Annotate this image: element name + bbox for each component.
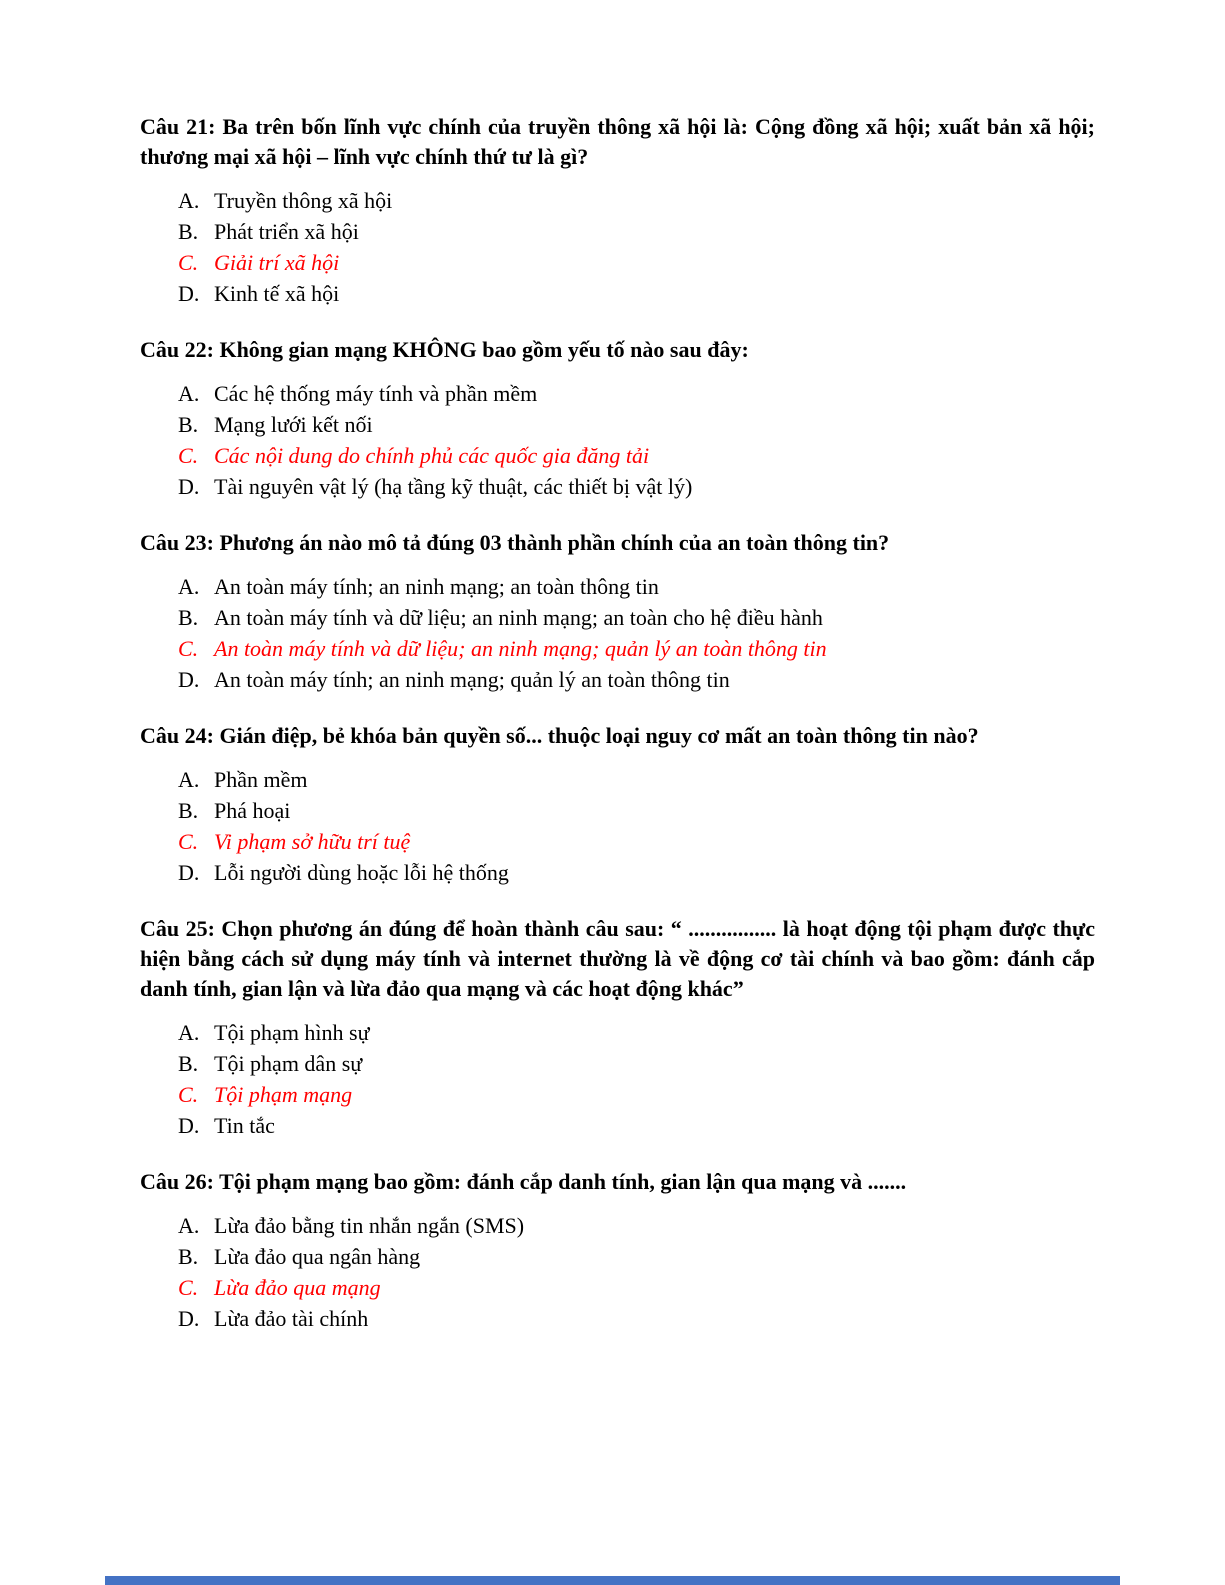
- option-c: [178, 247, 1095, 278]
- options-list: [178, 764, 1095, 888]
- option-letter: C.: [178, 1082, 199, 1107]
- question-23: [140, 528, 1095, 695]
- option-c: [178, 1272, 1095, 1303]
- option-b: [178, 1241, 1095, 1272]
- option-letter: B.: [178, 605, 199, 630]
- question-prompt: [140, 914, 1095, 1004]
- option-b: [178, 795, 1095, 826]
- option-letter: C.: [178, 250, 199, 275]
- option-text: Các nội dung do chính phủ các quốc gia đăng tải: [214, 443, 650, 468]
- option-letter: D.: [178, 474, 200, 499]
- option-b: [178, 216, 1095, 247]
- question-number: Câu 24:: [140, 723, 220, 748]
- option-letter: D.: [178, 281, 200, 306]
- question-prompt: [140, 112, 1095, 172]
- option-letter: B.: [178, 219, 199, 244]
- option-a: [178, 1210, 1095, 1241]
- options-list: [178, 571, 1095, 695]
- quiz-page: [140, 112, 1095, 1360]
- option-text: Lừa đảo qua ngân hàng: [214, 1244, 421, 1269]
- question-text: Không gian mạng KHÔNG bao gồm yếu tố nào sau đây:: [219, 337, 749, 362]
- option-text: An toàn máy tính; an ninh mạng; an toàn thông tin: [214, 574, 659, 599]
- option-letter: C.: [178, 1275, 199, 1300]
- option-text: Lỗi người dùng hoặc lỗi hệ thống: [214, 860, 509, 885]
- option-c: [178, 633, 1095, 664]
- option-letter: B.: [178, 1051, 199, 1076]
- option-c: [178, 440, 1095, 471]
- option-text: Tội phạm hình sự: [214, 1020, 370, 1045]
- option-text: Lừa đảo qua mạng: [214, 1275, 381, 1300]
- option-letter: A.: [178, 574, 200, 599]
- option-a: [178, 764, 1095, 795]
- option-text: Truyền thông xã hội: [214, 188, 393, 213]
- option-text: Mạng lưới kết nối: [214, 412, 373, 437]
- option-text: Tài nguyên vật lý (hạ tầng kỹ thuật, các thiết bị vật lý): [214, 474, 693, 499]
- question-text: Tội phạm mạng bao gồm: đánh cắp danh tính, gian lận qua mạng và .......: [219, 1169, 907, 1194]
- options-list: [178, 1210, 1095, 1334]
- option-letter: A.: [178, 188, 200, 213]
- option-c: [178, 826, 1095, 857]
- option-text: Phát triển xã hội: [214, 219, 359, 244]
- question-prompt: [140, 335, 1095, 365]
- question-text: Phương án nào mô tả đúng 03 thành phần chính của an toàn thông tin?: [219, 530, 890, 555]
- option-b: [178, 409, 1095, 440]
- option-letter: B.: [178, 798, 199, 823]
- question-prompt: [140, 528, 1095, 558]
- option-text: Giải trí xã hội: [214, 250, 340, 275]
- option-text: An toàn máy tính; an ninh mạng; quản lý an toàn thông tin: [214, 667, 730, 692]
- question-prompt: [140, 721, 1095, 751]
- option-d: [178, 664, 1095, 695]
- option-d: [178, 1303, 1095, 1334]
- question-prompt: [140, 1167, 1095, 1197]
- question-text: Ba trên bốn lĩnh vực chính của truyền thông xã hội là: Cộng đồng xã hội; xuất bản xã hội; thương mại xã hội – lĩnh vực chính thứ tư là gì?: [140, 114, 1095, 169]
- option-d: [178, 857, 1095, 888]
- option-a: [178, 1017, 1095, 1048]
- bottom-table-border: [105, 1576, 1120, 1585]
- question-22: [140, 335, 1095, 502]
- option-letter: C.: [178, 636, 199, 661]
- option-text: Phá hoại: [214, 798, 291, 823]
- option-text: Kinh tế xã hội: [214, 281, 340, 306]
- option-a: [178, 571, 1095, 602]
- options-list: [178, 378, 1095, 502]
- option-letter: D.: [178, 860, 200, 885]
- question-text: Gián điệp, bẻ khóa bản quyền số... thuộc loại nguy cơ mất an toàn thông tin nào?: [219, 723, 979, 748]
- option-text: Phần mềm: [214, 767, 308, 792]
- option-b: [178, 602, 1095, 633]
- option-letter: A.: [178, 381, 200, 406]
- option-letter: C.: [178, 443, 199, 468]
- option-text: Lừa đảo tài chính: [214, 1306, 369, 1331]
- option-a: [178, 185, 1095, 216]
- question-number: Câu 21:: [140, 114, 223, 139]
- option-letter: B.: [178, 1244, 199, 1269]
- option-text: An toàn máy tính và dữ liệu; an ninh mạng; an toàn cho hệ điều hành: [214, 605, 823, 630]
- option-text: Lừa đảo bằng tin nhắn ngắn (SMS): [214, 1213, 525, 1238]
- option-letter: D.: [178, 1113, 200, 1138]
- question-26: [140, 1167, 1095, 1334]
- option-letter: C.: [178, 829, 199, 854]
- question-number: Câu 25:: [140, 916, 222, 941]
- option-d: [178, 1110, 1095, 1141]
- option-b: [178, 1048, 1095, 1079]
- question-number: Câu 22:: [140, 337, 220, 362]
- option-text: Các hệ thống máy tính và phần mềm: [214, 381, 538, 406]
- question-text: Chọn phương án đúng để hoàn thành câu sau: “ ................ là hoạt động tội phạm được thực hiện bằng cách sử dụng máy tính và internet thường là về động cơ tài chính và bao gồm: đánh cắp danh tính, gian lận và lừa đảo qua mạng và các hoạt động khác”: [140, 916, 1095, 1001]
- option-text: Vi phạm sở hữu trí tuệ: [214, 829, 411, 854]
- option-text: Tội phạm dân sự: [214, 1051, 363, 1076]
- option-letter: D.: [178, 1306, 200, 1331]
- question-21: [140, 112, 1095, 309]
- option-letter: A.: [178, 1213, 200, 1238]
- options-list: [178, 1017, 1095, 1141]
- option-d: [178, 278, 1095, 309]
- options-list: [178, 185, 1095, 309]
- option-text: Tin tắc: [214, 1113, 275, 1138]
- question-24: [140, 721, 1095, 888]
- option-letter: B.: [178, 412, 199, 437]
- option-d: [178, 471, 1095, 502]
- question-number: Câu 23:: [140, 530, 220, 555]
- question-25: [140, 914, 1095, 1141]
- question-number: Câu 26:: [140, 1169, 220, 1194]
- option-text: Tội phạm mạng: [214, 1082, 353, 1107]
- option-a: [178, 378, 1095, 409]
- option-c: [178, 1079, 1095, 1110]
- option-letter: D.: [178, 667, 200, 692]
- option-text: An toàn máy tính và dữ liệu; an ninh mạng; quản lý an toàn thông tin: [214, 636, 827, 661]
- option-letter: A.: [178, 767, 200, 792]
- option-letter: A.: [178, 1020, 200, 1045]
